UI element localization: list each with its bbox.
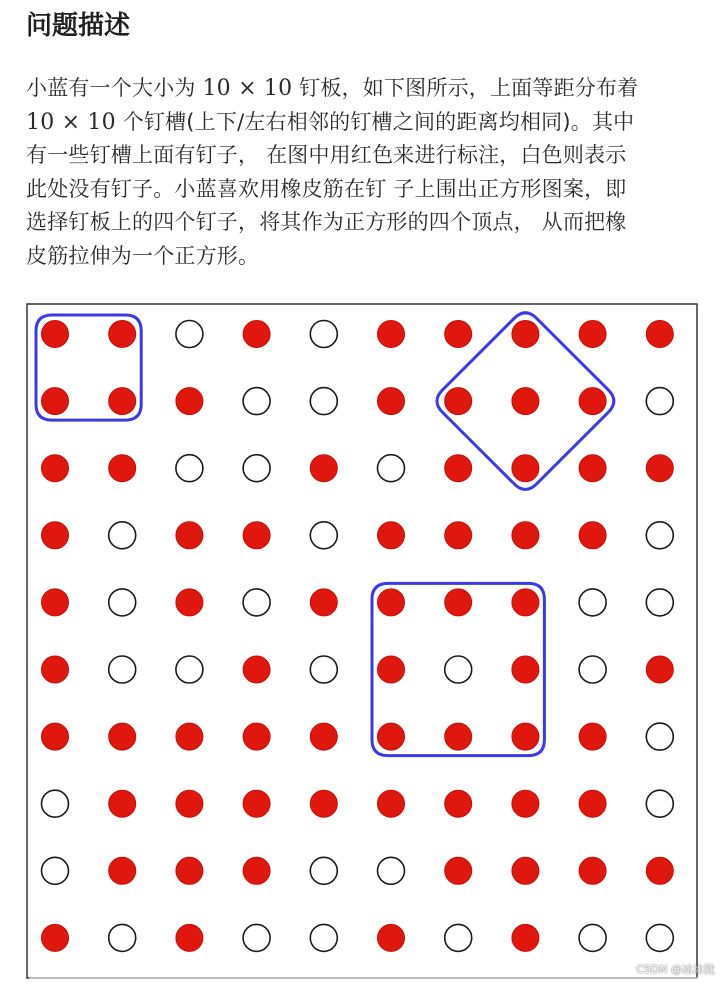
pin-filled xyxy=(310,455,337,482)
pin-filled xyxy=(176,522,203,549)
pin-filled xyxy=(42,656,69,683)
pin-filled xyxy=(42,388,69,415)
pin-filled xyxy=(310,589,337,616)
pin-filled xyxy=(176,723,203,750)
pin-slot-empty xyxy=(646,589,673,616)
pin-filled xyxy=(512,790,539,817)
pin-filled xyxy=(42,455,69,482)
pin-filled xyxy=(378,924,405,951)
description-line xyxy=(26,106,698,140)
pin-slot-empty xyxy=(445,924,472,951)
pin-filled xyxy=(512,522,539,549)
pin-filled xyxy=(176,589,203,616)
pin-filled xyxy=(310,790,337,817)
pin-filled xyxy=(445,857,472,884)
pin-slot-empty xyxy=(646,924,673,951)
pin-filled xyxy=(243,522,270,549)
pin-filled xyxy=(512,388,539,415)
pin-filled xyxy=(445,790,472,817)
pin-filled xyxy=(243,790,270,817)
pin-filled xyxy=(243,321,270,348)
pin-slot-empty xyxy=(109,924,136,951)
description-line xyxy=(26,206,698,240)
pin-slot-empty xyxy=(579,924,606,951)
pin-filled xyxy=(176,388,203,415)
pin-slot-empty xyxy=(646,790,673,817)
description-line xyxy=(26,72,698,106)
pin-filled xyxy=(579,723,606,750)
pin-filled xyxy=(512,321,539,348)
pin-filled xyxy=(42,321,69,348)
pin-filled xyxy=(579,857,606,884)
pin-filled xyxy=(646,857,673,884)
pin-filled xyxy=(109,455,136,482)
pin-filled xyxy=(176,924,203,951)
pin-filled xyxy=(445,589,472,616)
pin-slot-empty xyxy=(646,388,673,415)
pin-slot-empty xyxy=(243,388,270,415)
pin-slot-empty xyxy=(378,455,405,482)
description-text: 有一些钉槽上面有钉子， 在图中用红色来进行标注，白色则表示 xyxy=(26,143,627,167)
description-line xyxy=(26,173,698,207)
pin-filled xyxy=(512,455,539,482)
section-title: 问题描述 xyxy=(26,11,131,41)
pin-filled xyxy=(579,455,606,482)
pin-slot-empty xyxy=(310,321,337,348)
pin-filled xyxy=(243,857,270,884)
pin-slot-empty xyxy=(109,522,136,549)
pin-filled xyxy=(445,455,472,482)
pin-slot-empty xyxy=(646,723,673,750)
pin-slot-empty xyxy=(579,656,606,683)
pin-filled xyxy=(579,522,606,549)
pin-filled xyxy=(176,857,203,884)
description-text: 此处没有钉子。小蓝喜欢用橡皮筋在钉 子上围出正方形图案，即 xyxy=(26,176,627,201)
description-text: 个钉槽(上下/左右相邻的钉槽之间的距离均相同)。其中 xyxy=(115,109,635,134)
math-expression: 10 × 10 xyxy=(26,109,116,135)
pin-slot-empty xyxy=(310,388,337,415)
pin-filled xyxy=(109,723,136,750)
pin-slot-empty xyxy=(243,455,270,482)
pin-filled xyxy=(378,388,405,415)
pin-slot-empty xyxy=(243,589,270,616)
pin-filled xyxy=(42,522,69,549)
pin-filled xyxy=(512,723,539,750)
pin-slot-empty xyxy=(42,790,69,817)
pin-filled xyxy=(445,388,472,415)
pin-slot-empty xyxy=(42,857,69,884)
description-text: 选择钉板上的四个钉子，将其作为正方形的四个顶点， 从而把橡 xyxy=(26,210,627,234)
pegboard-figure xyxy=(26,303,698,979)
pin-filled xyxy=(42,589,69,616)
math-expression: 10 × 10 xyxy=(202,76,293,101)
pin-slot-empty xyxy=(109,589,136,616)
pin-filled xyxy=(378,723,405,750)
pin-filled xyxy=(109,321,136,348)
pin-filled xyxy=(378,656,405,683)
pin-slot-empty xyxy=(243,924,270,951)
pin-filled xyxy=(512,656,539,683)
pin-slot-empty xyxy=(176,455,203,482)
pin-filled xyxy=(579,321,606,348)
pin-filled xyxy=(512,589,539,616)
pin-filled xyxy=(176,790,203,817)
pin-slot-empty xyxy=(646,522,673,549)
pin-slot-empty xyxy=(176,321,203,348)
pin-filled xyxy=(42,924,69,951)
board-frame-shadow xyxy=(29,977,698,979)
pin-filled xyxy=(109,857,136,884)
description-text: 钉板，如下图所示，上面等距分布着 xyxy=(292,76,639,100)
pin-slot-empty xyxy=(109,656,136,683)
description-text: 小蓝有一个大小为 xyxy=(26,76,203,100)
pin-filled xyxy=(378,790,405,817)
pin-filled xyxy=(378,522,405,549)
pin-slot-empty xyxy=(445,656,472,683)
description-line xyxy=(26,240,698,274)
pin-filled xyxy=(109,790,136,817)
pin-filled xyxy=(378,321,405,348)
pin-filled xyxy=(310,723,337,750)
pin-filled xyxy=(445,723,472,750)
pin-filled xyxy=(42,723,69,750)
pin-slot-empty xyxy=(176,656,203,683)
pin-slot-empty xyxy=(378,857,405,884)
pin-filled xyxy=(243,723,270,750)
pin-slot-empty xyxy=(579,589,606,616)
pin-filled xyxy=(243,656,270,683)
pegboard-svg xyxy=(26,303,698,979)
pin-filled xyxy=(579,790,606,817)
description-line xyxy=(26,139,698,173)
pin-filled xyxy=(646,656,673,683)
pin-filled xyxy=(579,388,606,415)
pin-filled xyxy=(512,857,539,884)
pin-filled xyxy=(445,321,472,348)
pin-filled xyxy=(109,388,136,415)
description-text: 皮筋拉伸为一个正方形。 xyxy=(26,243,260,268)
pin-filled xyxy=(646,321,673,348)
pin-slot-empty xyxy=(310,522,337,549)
pin-filled xyxy=(512,924,539,951)
problem-description xyxy=(26,72,698,273)
pin-slot-empty xyxy=(310,857,337,884)
pin-filled xyxy=(646,455,673,482)
watermark: CSDN @冰冰批 xyxy=(636,963,715,976)
pin-filled xyxy=(378,589,405,616)
pin-filled xyxy=(445,522,472,549)
pin-slot-empty xyxy=(310,924,337,951)
pin-slot-empty xyxy=(310,656,337,683)
